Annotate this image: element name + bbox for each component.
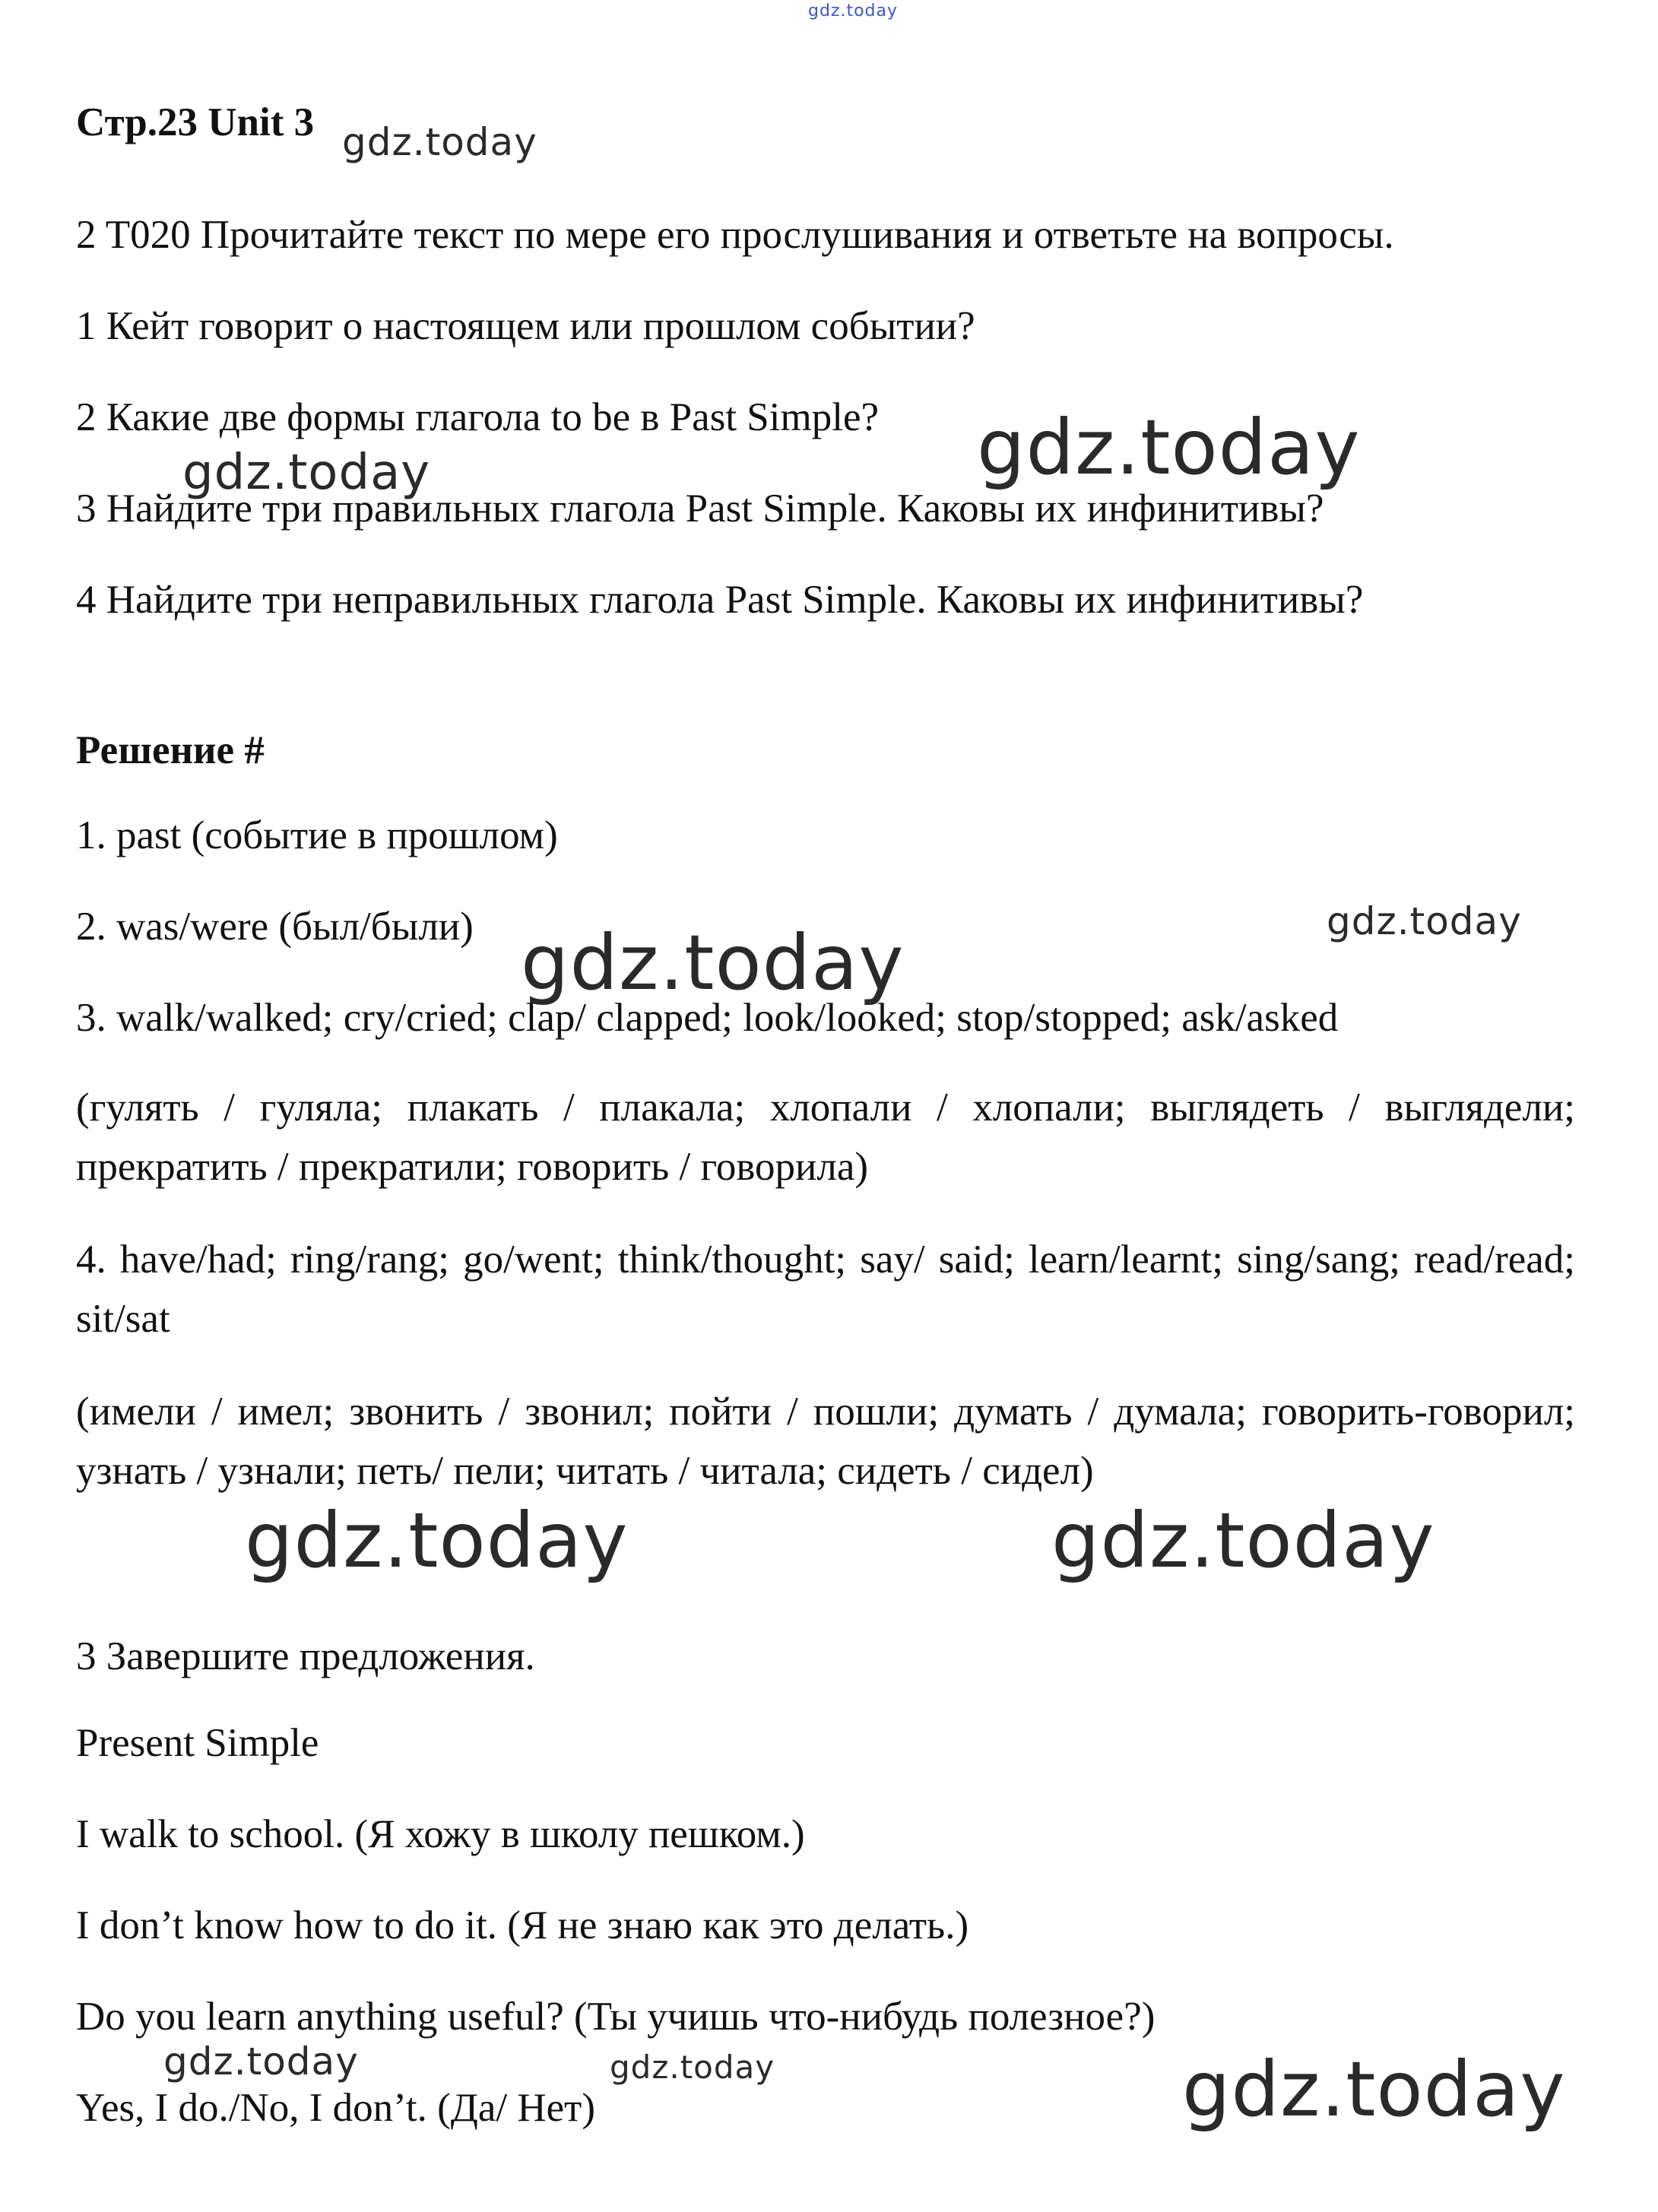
task2-question-3: 3 Найдите три правильных глагола Past Simple. Каковы их инфинитивы? — [76, 486, 1324, 531]
task2-question-1: 1 Кейт говорит о настоящем или прошлом событии? — [76, 304, 975, 348]
watermark: gdz.today — [163, 2039, 359, 2084]
task2-instruction: 2 T020 Прочитайте текст по мере его прослушивания и ответьте на вопросы. — [76, 213, 1394, 257]
watermark: gdz.today — [610, 2049, 775, 2086]
solution-title: Решение # — [76, 728, 265, 772]
task3-sentence-1: I walk to school. (Я хожу в школу пешком.) — [76, 1812, 805, 1856]
task3-instruction: 3 Завершите предложения. — [76, 1634, 535, 1678]
answer-4-translation: (имели / имел; звонить / звонил; пойти / пошли; думать / думала; говорить-говорил; узнать / узнали; петь/ пели; читать / читала; сидеть / сидел) — [76, 1390, 1575, 1493]
task3-sentence-3: Do you learn anything useful? (Ты учишь что-нибудь полезное?) — [76, 1995, 1156, 2039]
watermark-top: gdz.today — [808, 2, 899, 21]
watermark: gdz.today — [1182, 2045, 1566, 2134]
task2-question-4: 4 Найдите три неправильных глагола Past Simple. Каковы их инфинитивы? — [76, 578, 1364, 622]
answer-2: 2. was/were (был/были) — [76, 905, 474, 949]
task3-subtitle: Present Simple — [76, 1721, 319, 1765]
task3-sentence-4: Yes, I do./No, I don’t. (Да/ Нет) — [76, 2086, 595, 2130]
watermark: gdz.today — [977, 403, 1361, 492]
answer-4: 4. have/had; ring/rang; go/went; think/thought; say/ said; learn/learnt; sing/sang; read/read; sit/sat — [76, 1238, 1575, 1341]
answer-3-translation: (гулять / гуляла; плакать / плакала; хлопали / хлопали; выглядеть / выглядели; прекратить / прекратили; говорить / говорила) — [76, 1085, 1575, 1189]
answer-3: 3. walk/walked; cry/cried; clap/ clapped; look/looked; stop/stopped; ask/asked — [76, 996, 1339, 1040]
watermark: gdz.today — [342, 120, 537, 164]
task3-sentence-2: I don’t know how to do it. (Я не знаю как это делать.) — [76, 1903, 969, 1947]
answer-1: 1. past (событие в прошлом) — [76, 813, 558, 857]
watermark: gdz.today — [245, 1496, 629, 1585]
watermark: gdz.today — [1051, 1496, 1435, 1585]
page-heading: Стр.23 Unit 3 — [76, 100, 315, 144]
task2-question-2: 2 Какие две формы глагола to be в Past Simple? — [76, 395, 879, 439]
watermark: gdz.today — [182, 445, 431, 501]
watermark: gdz.today — [1327, 899, 1522, 943]
watermark: gdz.today — [521, 918, 905, 1007]
